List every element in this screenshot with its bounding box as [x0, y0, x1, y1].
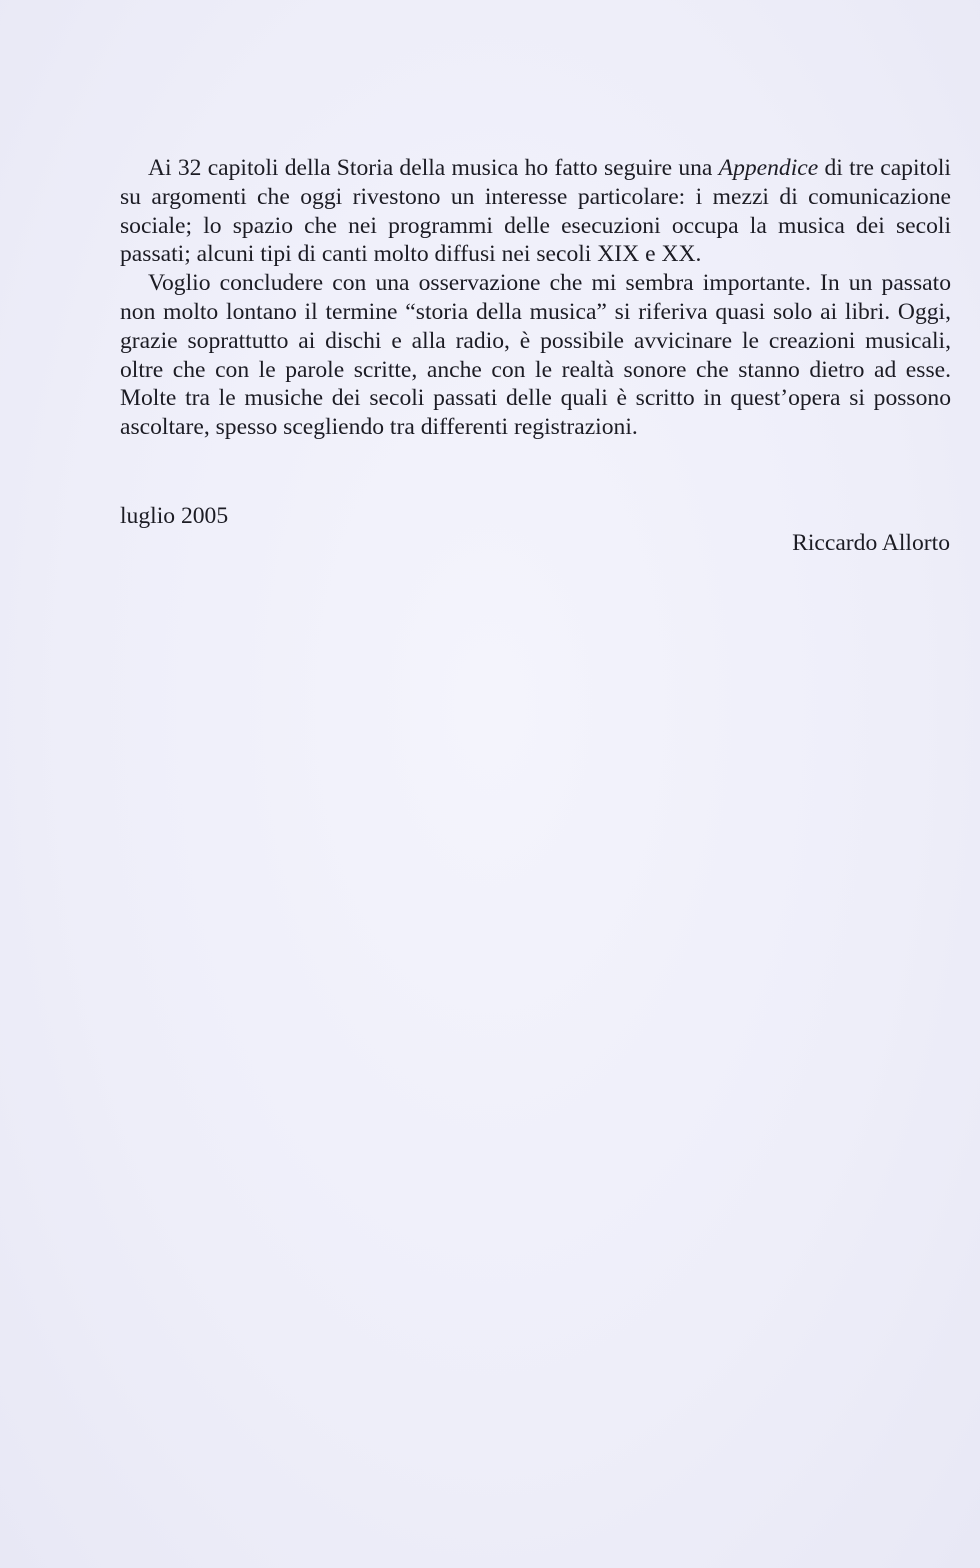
appendix-italic: Appendice	[718, 155, 819, 181]
paragraph-appendix	[120, 154, 951, 269]
date-line: luglio 2005	[120, 503, 229, 529]
paragraph-1-end: di tre capitoli su argomenti che oggi rivestono un interesse particolare: i mezzi di comunicazione sociale; lo spazio che nei programmi delle esecuzioni occupa la musica dei secoli passati; alcuni tipi di canti molto diffusi nei secoli XIX e XX.	[120, 155, 951, 268]
paragraph-1-start: Ai 32 capitoli della Storia della musica ho fatto seguire una	[148, 155, 719, 181]
author-signature: Riccardo Allorto	[792, 530, 950, 556]
paragraph-conclusion: Voglio concludere con una osservazione che mi sembra importante. In un passato non molto lontano il termine “storia della musica” si riferiva quasi solo ai libri. Oggi, grazie soprattutto ai dischi e alla radio, è possibile avvicinare le creazioni musicali, oltre che con le parole scritte, anche con le realtà sonore che stanno dietro ad esse. Molte tra le musiche dei secoli passati delle quali è scritto in quest’opera si possono ascoltare, spesso scegliendo tra differenti registrazioni.	[120, 270, 951, 441]
preface-text	[120, 154, 951, 442]
